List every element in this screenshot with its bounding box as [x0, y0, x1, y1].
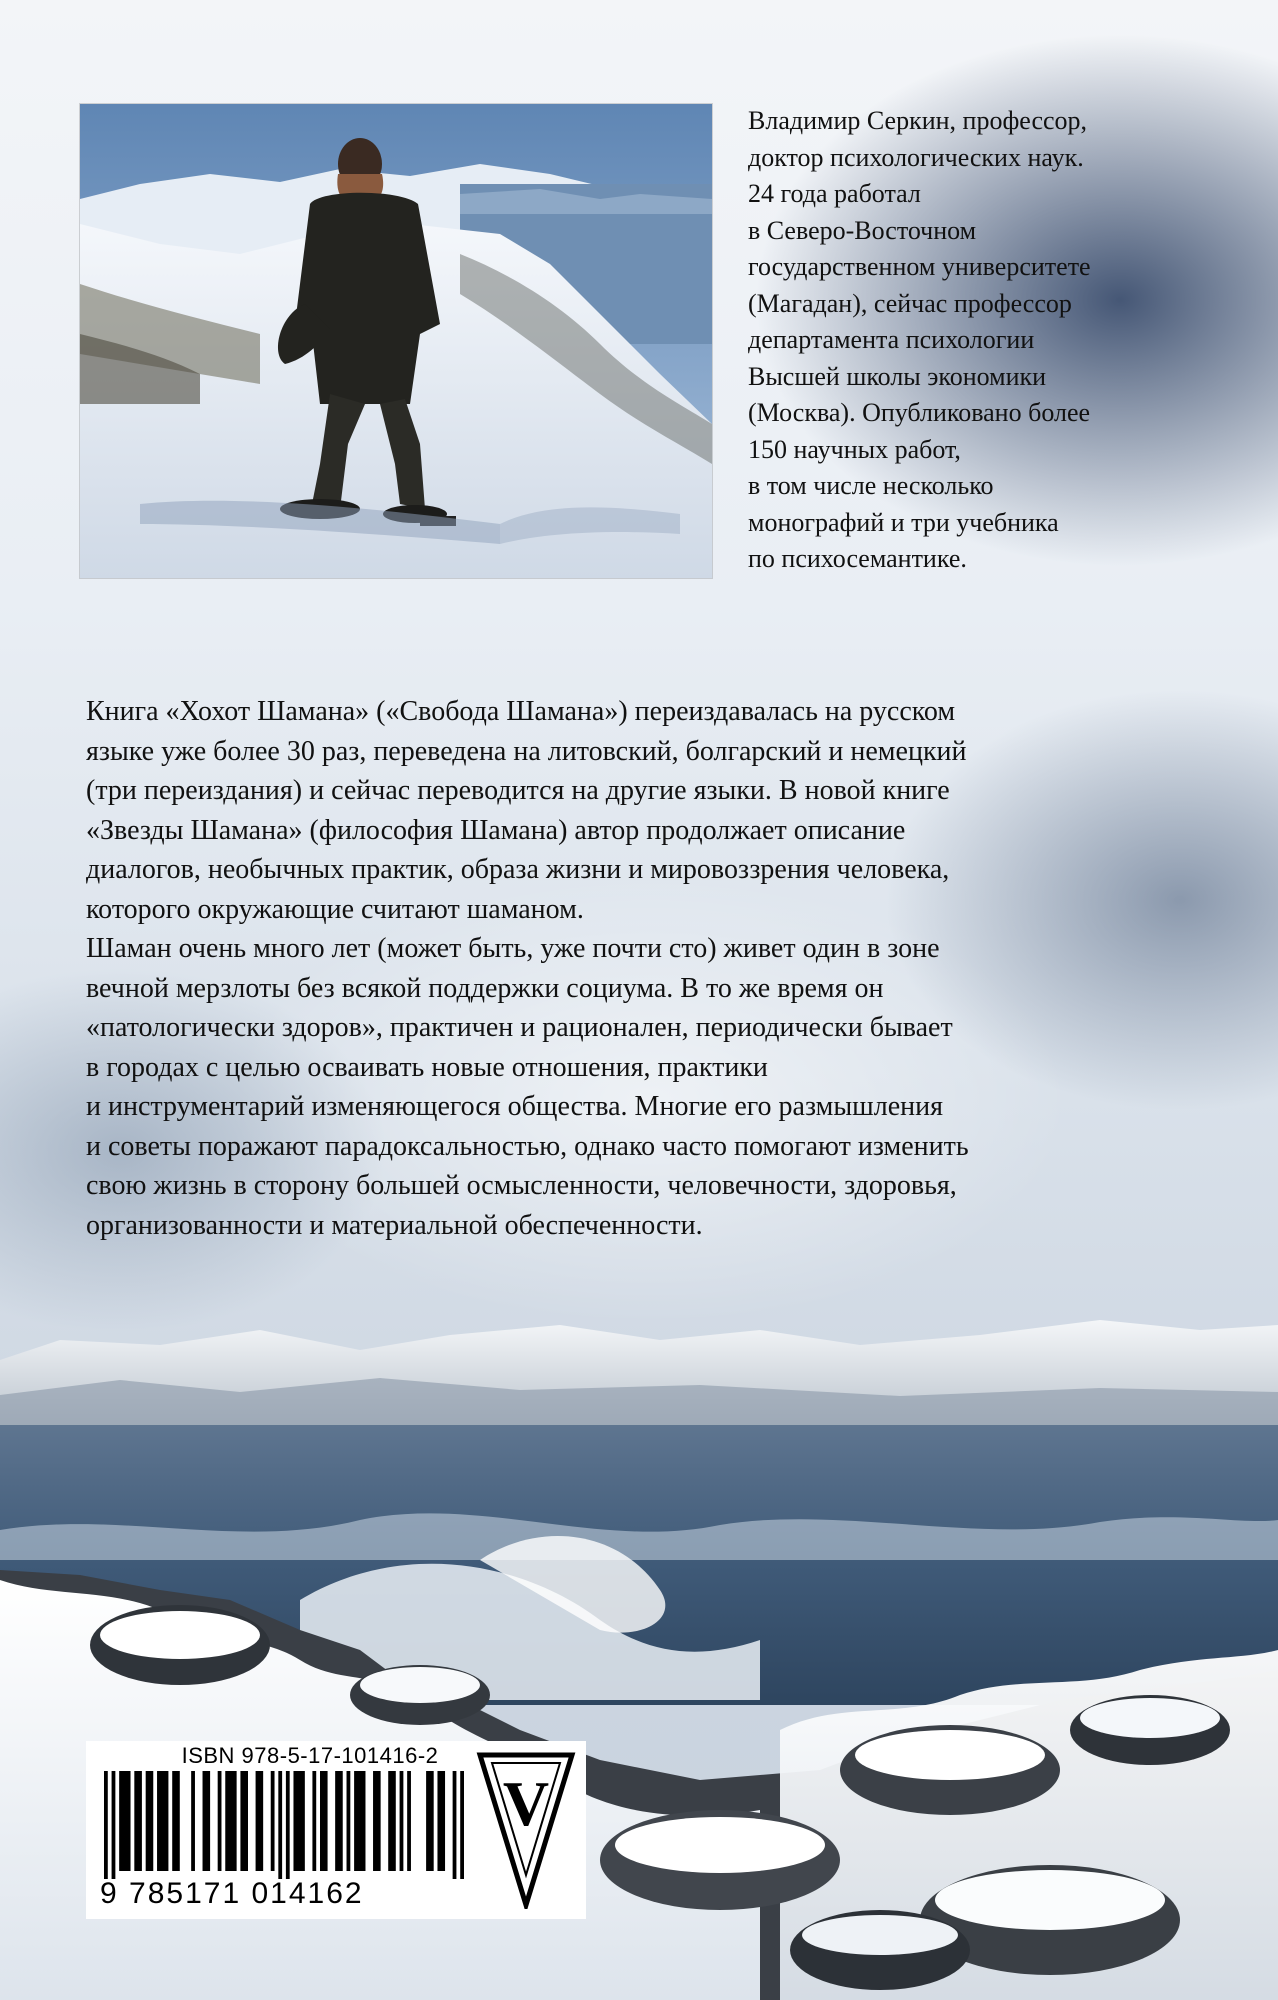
barcode-bar — [157, 1771, 168, 1871]
isbn-digits: 9 785171 014162 — [100, 1877, 364, 1910]
barcode-bar — [312, 1771, 316, 1871]
author-bio — [748, 103, 1218, 578]
bio-line: Владимир Серкин, профессор, — [748, 106, 1088, 135]
barcode-bar — [278, 1771, 282, 1879]
barcode-bar — [203, 1771, 211, 1871]
barcode-bar — [460, 1771, 464, 1879]
description-line: свою жизнь в сторону большей осмысленности, человечности, здоровья, — [86, 1170, 957, 1201]
description-line: и инструментарий изменяющегося общества. Многие его размышления — [86, 1091, 943, 1122]
description-line: вечной мерзлоты без всякой поддержки социума. В то же время он — [86, 972, 884, 1004]
barcode-bar — [240, 1771, 248, 1871]
bio-line: в Северо-Восточном — [748, 215, 977, 245]
bio-line: 24 года работал — [748, 179, 921, 208]
barcode-bar — [134, 1771, 142, 1871]
publisher-logo-letter: V — [502, 1768, 550, 1839]
description-line: «патологически здоров», практичен и рационален, периодически бывает — [86, 1012, 953, 1043]
barcode-bar — [400, 1771, 404, 1871]
bio-line: государственном университете — [748, 252, 1091, 281]
barcode-bar — [354, 1771, 365, 1871]
bio-line: в том числе несколько — [748, 471, 994, 500]
description-line: и советы поражают парадоксальностью, однако часто помогают изменить — [86, 1130, 969, 1162]
description-line: которого окружающие считают шаманом. — [86, 893, 584, 925]
barcode-bar — [191, 1771, 195, 1871]
barcode-bar — [225, 1771, 236, 1871]
barcode-bar — [119, 1771, 130, 1871]
description-line: в городах с целью осваивать новые отношения, практики — [86, 1051, 768, 1083]
barcode-bar — [335, 1771, 343, 1871]
barcode-bar — [407, 1771, 411, 1871]
barcode-bar — [218, 1771, 222, 1871]
barcode-bar — [388, 1771, 396, 1871]
description-line: Книга «Хохот Шамана» («Свобода Шамана») переиздавалась на русском — [86, 696, 956, 727]
barcode-bar — [373, 1771, 381, 1871]
barcode-bar — [347, 1771, 351, 1871]
barcode-bar — [453, 1771, 457, 1879]
barcode-bar — [426, 1771, 434, 1871]
barcode-bar — [104, 1771, 108, 1879]
barcode-bar — [112, 1771, 116, 1879]
bio-line: (Магадан), сейчас профессор — [748, 288, 1072, 318]
barcode-icon — [100, 1771, 470, 1879]
description-line: организованности и материальной обеспеченности. — [86, 1209, 703, 1241]
bio-line: монографий и три учебника — [748, 507, 1059, 537]
description-line: (три переиздания) и сейчас переводится на другие языки. В новой книге — [86, 775, 950, 806]
bio-line: по психосемантике. — [748, 544, 967, 573]
barcode-bar — [271, 1771, 275, 1871]
barcode-bar — [172, 1771, 180, 1871]
bio-line: доктор психологических наук. — [748, 142, 1084, 172]
publisher-logo-icon — [476, 1751, 576, 1909]
book-description — [86, 692, 1196, 1245]
barcode-bar — [146, 1771, 154, 1871]
barcode-bar — [293, 1771, 304, 1871]
barcode-bar — [437, 1771, 445, 1871]
bio-line: Высшей школы экономики — [748, 361, 1047, 391]
description-line: языке уже более 30 раз, переведена на литовский, болгарский и немецкий — [86, 735, 967, 767]
barcode-bar — [256, 1771, 264, 1871]
barcode-bar — [286, 1771, 290, 1879]
bio-line: (Москва). Опубликовано более — [748, 398, 1091, 427]
description-line: «Звезды Шамана» (философия Шамана) автор продолжает описание — [86, 814, 906, 846]
author-photo — [80, 104, 712, 578]
barcode-bar — [320, 1771, 328, 1871]
bio-line: 150 научных работ, — [748, 434, 961, 464]
description-line: диалогов, необычных практик, образа жизни и мировоззрения человека, — [86, 854, 950, 885]
isbn-label: ISBN 978-5-17-101416-2 — [181, 1743, 439, 1768]
barcode-block — [86, 1741, 586, 1919]
bio-line: департамента психологии — [748, 325, 1035, 354]
description-line: Шаман очень много лет (может быть, уже почти сто) живет один в зоне — [86, 933, 940, 964]
